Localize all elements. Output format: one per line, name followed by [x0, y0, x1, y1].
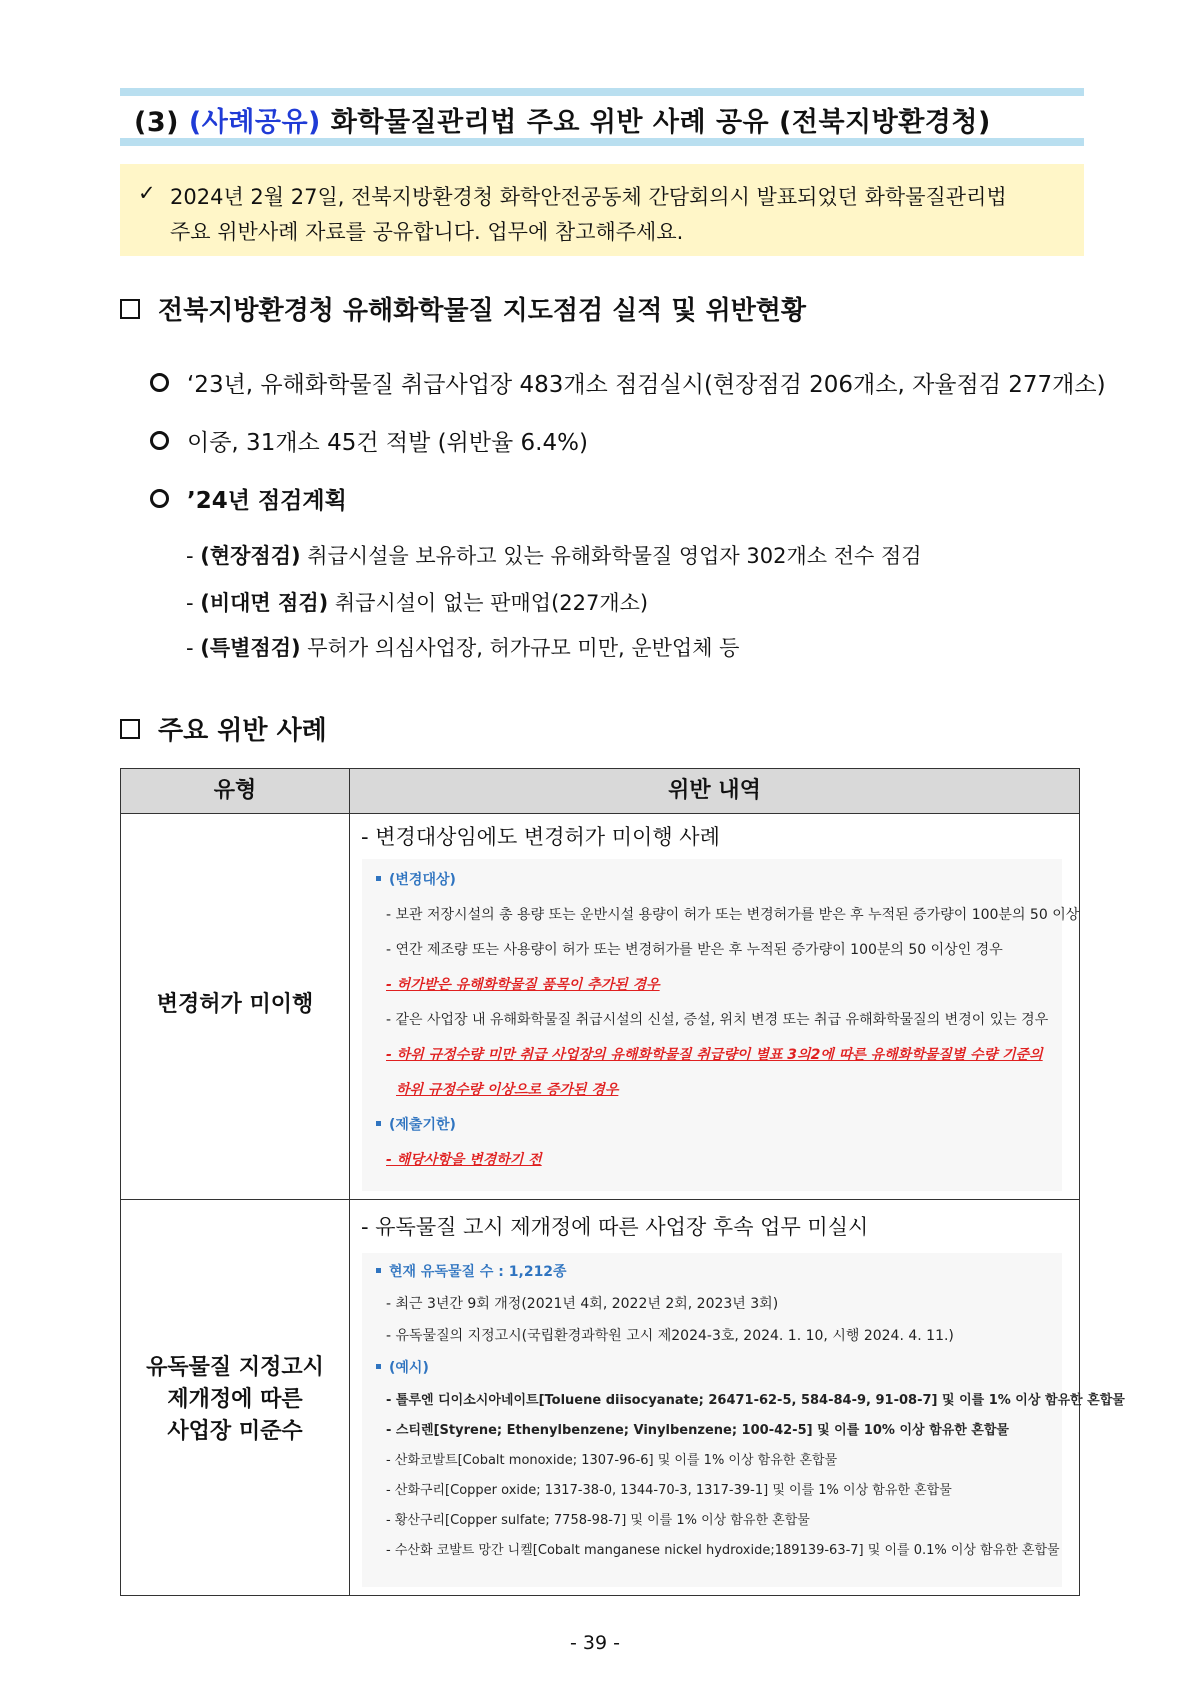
- excerpt-line-highlight: - 해당사항을 변경하기 전: [386, 1152, 542, 1168]
- excerpt-line: - 같은 사업장 내 유해화학물질 취급시설의 신설, 증설, 위치 변경 또는 취급 유해화학물질의 변경이 있는 경우: [386, 1012, 1049, 1028]
- plan-item-text: 취급시설을 보유하고 있는 유해화학물질 영업자 302개소 전수 점검: [300, 544, 922, 568]
- bullet-item: [150, 482, 347, 515]
- category-cell: [121, 989, 349, 1021]
- bullet-item: [150, 366, 1106, 399]
- excerpt-line: - 수산화 코발트 망간 니켈[Cobalt manganese nickel hydroxide;189139-63-7] 및 이를 0.1% 이상 함유한 혼합물: [386, 1543, 1060, 1558]
- checkmark-icon: ✓: [138, 181, 156, 205]
- section-title-bar: [120, 88, 1084, 146]
- plan-item-onsite: - (현장점검) 취급시설을 보유하고 있는 유해화학물질 영업자 302개소 전수 점검: [186, 544, 922, 568]
- excerpt-line: - 스티렌[Styrene; Ethenylbenzene; Vinylbenzene; 100-42-5] 및 이를 10% 이상 함유한 혼합물: [386, 1423, 1009, 1438]
- row-title: - 변경대상임에도 변경허가 미이행 사례: [361, 825, 720, 849]
- circle-bullet-icon: [150, 431, 169, 450]
- plan-item-special: - (특별점검) 무허가 의심사업장, 허가규모 미만, 운반업체 등: [186, 636, 740, 660]
- excerpt-line-highlight: 하위 규정수량 이상으로 증가된 경우: [396, 1082, 619, 1098]
- title-tag: (사례공유): [188, 107, 321, 138]
- notice-box: [120, 164, 1084, 256]
- bullet-text: 이중, 31개소 45건 적발 (위반율 6.4%): [187, 430, 588, 456]
- header-details: 위반 내역: [668, 778, 761, 803]
- plan-item-remote: - (비대면 점검) 취급시설이 없는 판매업(227개소): [186, 591, 649, 615]
- category-cell: [121, 1352, 349, 1448]
- excerpt-line: - 황산구리[Copper sulfate; 7758-98-7] 및 이를 1% 이상 함유한 혼합물: [386, 1513, 810, 1528]
- excerpt-line: - 산화코발트[Cobalt monoxide; 1307-96-6] 및 이를 1% 이상 함유한 혼합물: [386, 1453, 838, 1468]
- plan-item-text: 취급시설이 없는 판매업(227개소): [328, 591, 649, 615]
- page-number: - 39 -: [570, 1632, 620, 1654]
- square-bullet-icon: [120, 299, 140, 319]
- square-marker-icon: [376, 1364, 381, 1369]
- category-text: 유독물질 지정고시: [146, 1355, 324, 1380]
- excerpt-line: 현재 유독물질 수 : 1,212종: [376, 1261, 567, 1281]
- section-heading-text: 전북지방환경청 유해화학물질 지도점검 실적 및 위반현황: [158, 296, 807, 326]
- header-type: 유형: [213, 778, 257, 803]
- circle-bullet-icon: [150, 373, 169, 392]
- plan-item-label: (비대면 점검): [200, 591, 329, 615]
- row-title: - 유독물질 고시 제개정에 따른 사업장 후속 업무 미실시: [361, 1215, 869, 1239]
- category-text: 변경허가 미이행: [156, 992, 314, 1017]
- plan-item-text: 무허가 의심사업장, 허가규모 미만, 운반업체 등: [300, 636, 740, 660]
- section-heading-violations: [120, 710, 327, 747]
- excerpt-line-highlight: - 허가받은 유해화학물질 품목이 추가된 경우: [386, 977, 660, 993]
- excerpt-line: (변경대상): [376, 869, 456, 889]
- circle-bullet-icon: [150, 489, 169, 508]
- square-marker-icon: [376, 876, 381, 881]
- bullet-item: [150, 424, 588, 457]
- category-text: 제개정에 따른: [167, 1387, 303, 1412]
- section-title: [134, 100, 991, 139]
- excerpt-line: - 톨루엔 디이소시아네이트[Toluene diisocyanate; 26471-62-5, 584-84-9, 91-08-7] 및 이를 1% 이상 함유한 혼합물: [386, 1393, 1125, 1408]
- square-marker-icon: [376, 1268, 381, 1273]
- excerpt-line: - 최근 3년간 9회 개정(2021년 4회, 2022년 2회, 2023년 3회): [386, 1296, 779, 1312]
- title-rule-top: [120, 88, 1084, 96]
- section-heading-text: 주요 위반 사례: [158, 716, 327, 746]
- notice-line-2: 주요 위반사례 자료를 공유합니다. 업무에 참고해주세요.: [170, 220, 684, 244]
- excerpt-line: - 유독물질의 지정고시(국립환경과학원 고시 제2024-3호, 2024. 1. 10, 시행 2024. 4. 11.): [386, 1328, 954, 1344]
- excerpt-line: - 산화구리[Copper oxide; 1317-38-0, 1344-70-3, 1317-39-1] 및 이를 1% 이상 함유한 혼합물: [386, 1483, 952, 1498]
- title-number: (3): [134, 107, 179, 138]
- excerpt-line: - 연간 제조량 또는 사용량이 허가 또는 변경허가를 받은 후 누적된 증가량이 100분의 50 이상인 경우: [386, 942, 1003, 958]
- title-text: 화학물질관리법 주요 위반 사례 공유 (전북지방환경청): [330, 107, 991, 138]
- excerpt-line: (예시): [376, 1357, 429, 1377]
- excerpt-line: (제출기한): [376, 1114, 456, 1134]
- plan-item-label: (현장점검): [200, 544, 301, 568]
- bullet-text: ’24년 점검계획: [187, 488, 347, 514]
- row-divider: [121, 1199, 1079, 1200]
- square-marker-icon: [376, 1121, 381, 1126]
- category-text: 사업장 미준수: [167, 1419, 303, 1444]
- notice-line-1: 2024년 2월 27일, 전북지방환경청 화학안전공동체 간담회의시 발표되었던 화학물질관리법: [170, 185, 1007, 209]
- bullet-text: ‘23년, 유해화학물질 취급사업장 483개소 점검실시(현장점검 206개소, 자율점검 277개소): [187, 372, 1106, 398]
- section-heading-inspection: [120, 290, 806, 327]
- excerpt-line-highlight: - 하위 규정수량 미만 취급 사업장의 유해화학물질 취급량이 별표 3의2에 따른 유해화학물질별 수량 기준의: [386, 1047, 1043, 1063]
- excerpt-image-change-permit: [362, 859, 1080, 1191]
- excerpt-line: - 보관 저장시설의 총 용량 또는 운반시설 용량이 허가 또는 변경허가를 받은 후 누적된 증가량이 100분의 50 이상: [386, 907, 1080, 923]
- square-bullet-icon: [120, 719, 140, 739]
- plan-item-label: (특별점검): [200, 636, 301, 660]
- column-divider: [349, 769, 350, 1595]
- violations-table: [120, 768, 1125, 1596]
- excerpt-image-toxic-substances: [362, 1253, 1125, 1587]
- title-rule-bottom: [120, 138, 1084, 146]
